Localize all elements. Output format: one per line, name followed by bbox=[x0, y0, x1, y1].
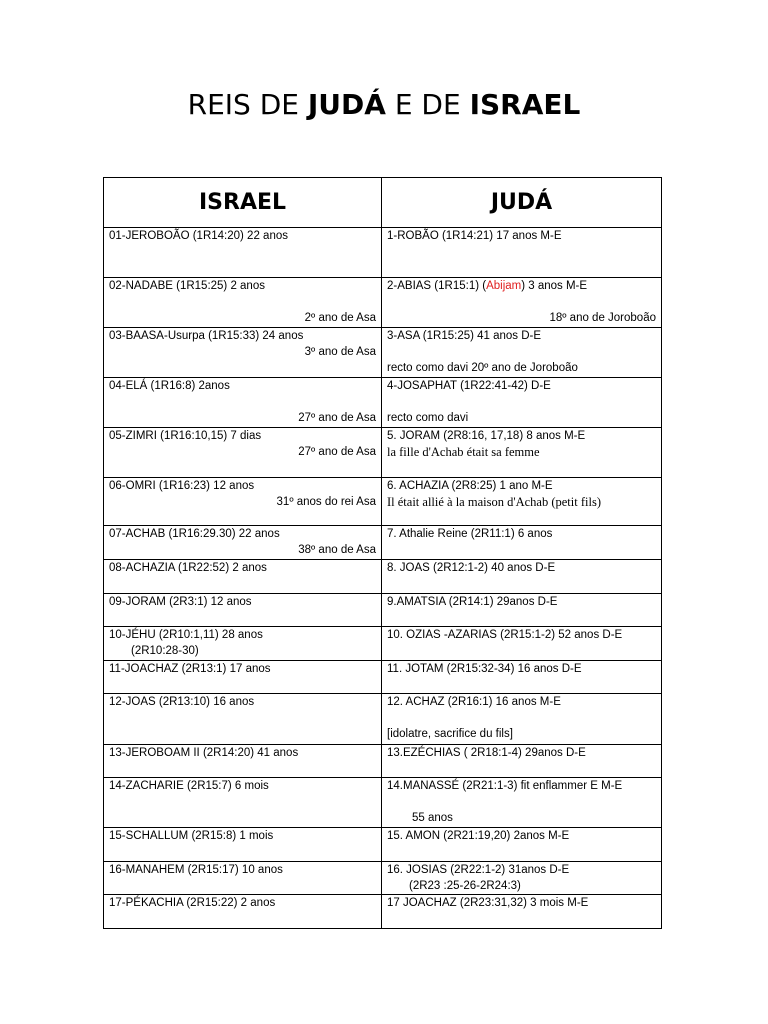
israel-cell bbox=[104, 694, 382, 745]
king-entry bbox=[387, 745, 656, 761]
extra-ref: (2R23 :25-26-2R24:3) bbox=[409, 880, 521, 892]
title-part1: REIS DE bbox=[187, 88, 308, 121]
table-row bbox=[104, 228, 662, 278]
king-entry bbox=[387, 627, 656, 643]
israel-cell bbox=[104, 478, 382, 526]
juda-cell bbox=[382, 428, 662, 478]
king-ref: (1R14:20) 22 anos bbox=[189, 230, 288, 242]
king-entry bbox=[387, 594, 656, 610]
header-juda: JUDÁ bbox=[382, 178, 662, 228]
table-row bbox=[104, 778, 662, 828]
juda-cell bbox=[382, 862, 662, 895]
king-name: 15-SCHALLUM bbox=[109, 830, 189, 842]
king-entry bbox=[109, 228, 376, 244]
table-header-row bbox=[104, 178, 662, 228]
table-row bbox=[104, 627, 662, 661]
king-ref: (2R14:20) 41 anos bbox=[199, 747, 299, 759]
king-ref: (2R21:19,20) 2anos M-E bbox=[440, 830, 570, 842]
king-entry bbox=[387, 526, 656, 542]
king-name: 09-JORAM bbox=[109, 596, 166, 608]
king-ref-tail: ) 3 anos M-E bbox=[521, 280, 588, 292]
king-name: 08-ACHAZIA bbox=[109, 562, 175, 574]
israel-cell bbox=[104, 828, 382, 862]
juda-cell bbox=[382, 694, 662, 745]
king-ref: (1R15:25) 41 anos D-E bbox=[419, 330, 542, 342]
king-entry bbox=[109, 862, 376, 878]
king-name: 16-MANAHEM bbox=[109, 864, 185, 876]
king-ref: (2R11:1) 6 anos bbox=[467, 528, 553, 540]
israel-cell bbox=[104, 661, 382, 694]
juda-cell bbox=[382, 778, 662, 828]
king-entry bbox=[109, 478, 376, 494]
king-entry bbox=[109, 745, 376, 761]
king-name: 8. JOAS bbox=[387, 562, 430, 574]
king-ref: (1R16:8) 2anos bbox=[147, 380, 230, 392]
king-name: 14.MANASSÉ bbox=[387, 780, 460, 792]
israel-cell bbox=[104, 862, 382, 895]
king-ref: -Usurpa (1R15:33) 24 anos bbox=[163, 330, 304, 342]
king-name: 03-BAASA bbox=[109, 330, 164, 342]
king-name: 9.AMATSIA bbox=[387, 596, 446, 608]
reign-note: Il était allié à la maison d'Achab (petit fils) bbox=[387, 495, 601, 509]
table-row bbox=[104, 694, 662, 745]
king-ref: (2R15:22) 2 anos bbox=[183, 897, 276, 909]
king-entry bbox=[387, 560, 656, 576]
king-entry bbox=[387, 478, 656, 494]
king-ref: (1R14:21) 17 anos M-E bbox=[438, 230, 562, 242]
king-name: 2-ABIAS bbox=[387, 280, 432, 292]
table-row bbox=[104, 745, 662, 778]
king-name: 12. ACHAZ bbox=[387, 696, 445, 708]
kings-table bbox=[103, 177, 662, 929]
king-entry bbox=[109, 778, 376, 794]
israel-cell bbox=[104, 328, 382, 378]
king-ref: (2R8:16, 17,18) 8 anos M-E bbox=[440, 430, 586, 442]
king-entry bbox=[387, 228, 656, 244]
king-ref: (2R15:17) 10 anos bbox=[184, 864, 283, 876]
reign-note: recto como davi 20º ano de Joroboão bbox=[387, 362, 578, 374]
israel-cell bbox=[104, 778, 382, 828]
king-name: 12-JOAS bbox=[109, 696, 156, 708]
king-entry bbox=[387, 778, 656, 794]
juda-cell bbox=[382, 560, 662, 594]
king-ref: ( 2R18:1-4) 29anos D-E bbox=[460, 747, 586, 759]
king-ref: (1R22:52) 2 anos bbox=[174, 562, 267, 574]
title-part2: E DE bbox=[385, 88, 470, 121]
table-row bbox=[104, 526, 662, 560]
king-name: 1-ROBÃO bbox=[387, 230, 439, 242]
king-name: 17 JOACHAZ bbox=[387, 897, 457, 909]
king-name: 11. JOTAM bbox=[387, 663, 444, 675]
king-entry bbox=[109, 895, 376, 911]
king-name: 7. Athalie Reine bbox=[387, 528, 468, 540]
reign-note: 38º ano de Asa bbox=[298, 544, 376, 556]
title-juda: JUDÁ bbox=[307, 88, 386, 121]
juda-cell bbox=[382, 328, 662, 378]
reign-note: 18º ano de Joroboão bbox=[549, 312, 656, 324]
king-name: 04-ELÁ bbox=[109, 380, 148, 392]
juda-cell bbox=[382, 228, 662, 278]
king-ref: (2R15:32-34) 16 anos D-E bbox=[443, 663, 582, 675]
reign-note: 27º ano de Asa bbox=[298, 446, 376, 458]
king-entry bbox=[109, 694, 376, 710]
king-ref: (1R15:1) ( bbox=[431, 280, 487, 292]
king-name: 17-PÉKACHIA bbox=[109, 897, 184, 909]
king-ref: (2R13:1) 17 anos bbox=[178, 663, 271, 675]
israel-cell bbox=[104, 228, 382, 278]
king-name: 06-OMRI bbox=[109, 480, 156, 492]
king-entry bbox=[109, 278, 376, 294]
king-name: 5. JORAM bbox=[387, 430, 441, 442]
king-name: 3-ASA bbox=[387, 330, 420, 342]
israel-cell bbox=[104, 895, 382, 929]
israel-cell bbox=[104, 526, 382, 560]
king-ref: (2R12:1-2) 40 anos D-E bbox=[429, 562, 556, 574]
king-ref: (2R23:31,32) 3 mois M-E bbox=[456, 897, 589, 909]
king-ref: (2R16:1) 16 anos M-E bbox=[444, 696, 561, 708]
king-entry bbox=[387, 895, 656, 911]
king-entry bbox=[109, 328, 376, 344]
king-name: 13-JEROBOAM II bbox=[109, 747, 200, 759]
israel-cell bbox=[104, 627, 382, 661]
israel-cell bbox=[104, 745, 382, 778]
king-entry bbox=[387, 862, 656, 878]
king-ref: (2R15:8) 1 mois bbox=[188, 830, 274, 842]
juda-cell bbox=[382, 895, 662, 929]
king-ref: (2R3:1) 12 anos bbox=[165, 596, 252, 608]
reign-note: 2º ano de Asa bbox=[304, 312, 376, 324]
king-entry bbox=[109, 627, 376, 643]
extra-ref: (2R10:28-30) bbox=[131, 645, 199, 657]
king-ref: (1R15:25) 2 anos bbox=[172, 280, 265, 292]
king-ref: (2R8:25) 1 ano M-E bbox=[448, 480, 553, 492]
king-entry bbox=[109, 828, 376, 844]
king-name: 16. JOSIAS bbox=[387, 864, 448, 876]
king-ref: (2R10:1,11) 28 anos bbox=[155, 629, 263, 641]
juda-cell bbox=[382, 627, 662, 661]
table-row bbox=[104, 478, 662, 526]
israel-cell bbox=[104, 378, 382, 428]
juda-cell bbox=[382, 478, 662, 526]
reign-note: recto como davi bbox=[387, 412, 469, 424]
king-ref: (2R14:1) 29anos D-E bbox=[445, 596, 558, 608]
king-ref: (1R22:41-42) D-E bbox=[456, 380, 551, 392]
alt-name: Abijam bbox=[486, 280, 522, 292]
table-row bbox=[104, 594, 662, 627]
king-entry bbox=[109, 526, 376, 542]
juda-cell bbox=[382, 378, 662, 428]
king-name: 01-JEROBOÃO bbox=[109, 230, 190, 242]
table-row bbox=[104, 428, 662, 478]
king-entry bbox=[387, 428, 656, 444]
king-ref: (2R15:7) 6 mois bbox=[183, 780, 269, 792]
table-row bbox=[104, 661, 662, 694]
king-entry bbox=[387, 278, 656, 294]
israel-cell bbox=[104, 278, 382, 328]
king-ref: (1R16:23) 12 anos bbox=[155, 480, 255, 492]
reign-note: 31º anos do rei Asa bbox=[276, 496, 376, 508]
king-name: 13.EZÉCHIAS bbox=[387, 747, 461, 759]
reign-note: [idolatre, sacrifice du fils] bbox=[387, 728, 513, 740]
king-entry bbox=[109, 378, 376, 394]
table-row bbox=[104, 862, 662, 895]
table-row bbox=[104, 560, 662, 594]
king-entry bbox=[109, 428, 376, 444]
king-entry bbox=[387, 661, 656, 677]
king-ref: (1R16:10,15) 7 dias bbox=[156, 430, 262, 442]
king-name: 11-JOACHAZ bbox=[109, 663, 179, 675]
king-name: 02-NADABE bbox=[109, 280, 173, 292]
king-entry bbox=[387, 828, 656, 844]
king-ref: (2R15:1-2) 52 anos D-E bbox=[496, 629, 623, 641]
israel-cell bbox=[104, 560, 382, 594]
king-entry bbox=[109, 661, 376, 677]
king-ref: (2R22:1-2) 31anos D-E bbox=[447, 864, 570, 876]
juda-cell bbox=[382, 661, 662, 694]
king-name: 4-JOSAPHAT bbox=[387, 380, 457, 392]
king-entry bbox=[387, 328, 656, 344]
table-row bbox=[104, 378, 662, 428]
reign-note: 3º ano de Asa bbox=[304, 346, 376, 358]
king-name: 07-ACHAB bbox=[109, 528, 166, 540]
king-name: 10-JÉHU bbox=[109, 629, 156, 641]
table-row bbox=[104, 828, 662, 862]
table-row bbox=[104, 278, 662, 328]
king-ref: (1R16:29.30) 22 anos bbox=[165, 528, 280, 540]
israel-cell bbox=[104, 594, 382, 627]
king-name: 05-ZIMRI bbox=[109, 430, 157, 442]
king-entry bbox=[387, 378, 656, 394]
king-ref: (2R13:10) 16 anos bbox=[155, 696, 255, 708]
king-entry bbox=[387, 694, 656, 710]
title-israel: ISRAEL bbox=[469, 88, 581, 121]
king-name: 15. AMON bbox=[387, 830, 441, 842]
juda-cell bbox=[382, 278, 662, 328]
table-row bbox=[104, 328, 662, 378]
king-entry bbox=[109, 560, 376, 576]
header-israel: ISRAEL bbox=[104, 178, 382, 228]
king-ref: (2R21:1-3) fit enflammer E M-E bbox=[459, 780, 623, 792]
reign-note: la fille d'Achab était sa femme bbox=[387, 445, 540, 459]
reign-note: 55 anos bbox=[412, 812, 453, 824]
table-row bbox=[104, 895, 662, 929]
king-name: 6. ACHAZIA bbox=[387, 480, 449, 492]
juda-cell bbox=[382, 745, 662, 778]
king-name: 14-ZACHARIE bbox=[109, 780, 184, 792]
king-entry bbox=[109, 594, 376, 610]
israel-cell bbox=[104, 428, 382, 478]
king-name: 10. OZIAS -AZARIAS bbox=[387, 629, 497, 641]
juda-cell bbox=[382, 594, 662, 627]
juda-cell bbox=[382, 828, 662, 862]
page-title bbox=[0, 88, 768, 121]
juda-cell bbox=[382, 526, 662, 560]
reign-note: 27º ano de Asa bbox=[298, 412, 376, 424]
